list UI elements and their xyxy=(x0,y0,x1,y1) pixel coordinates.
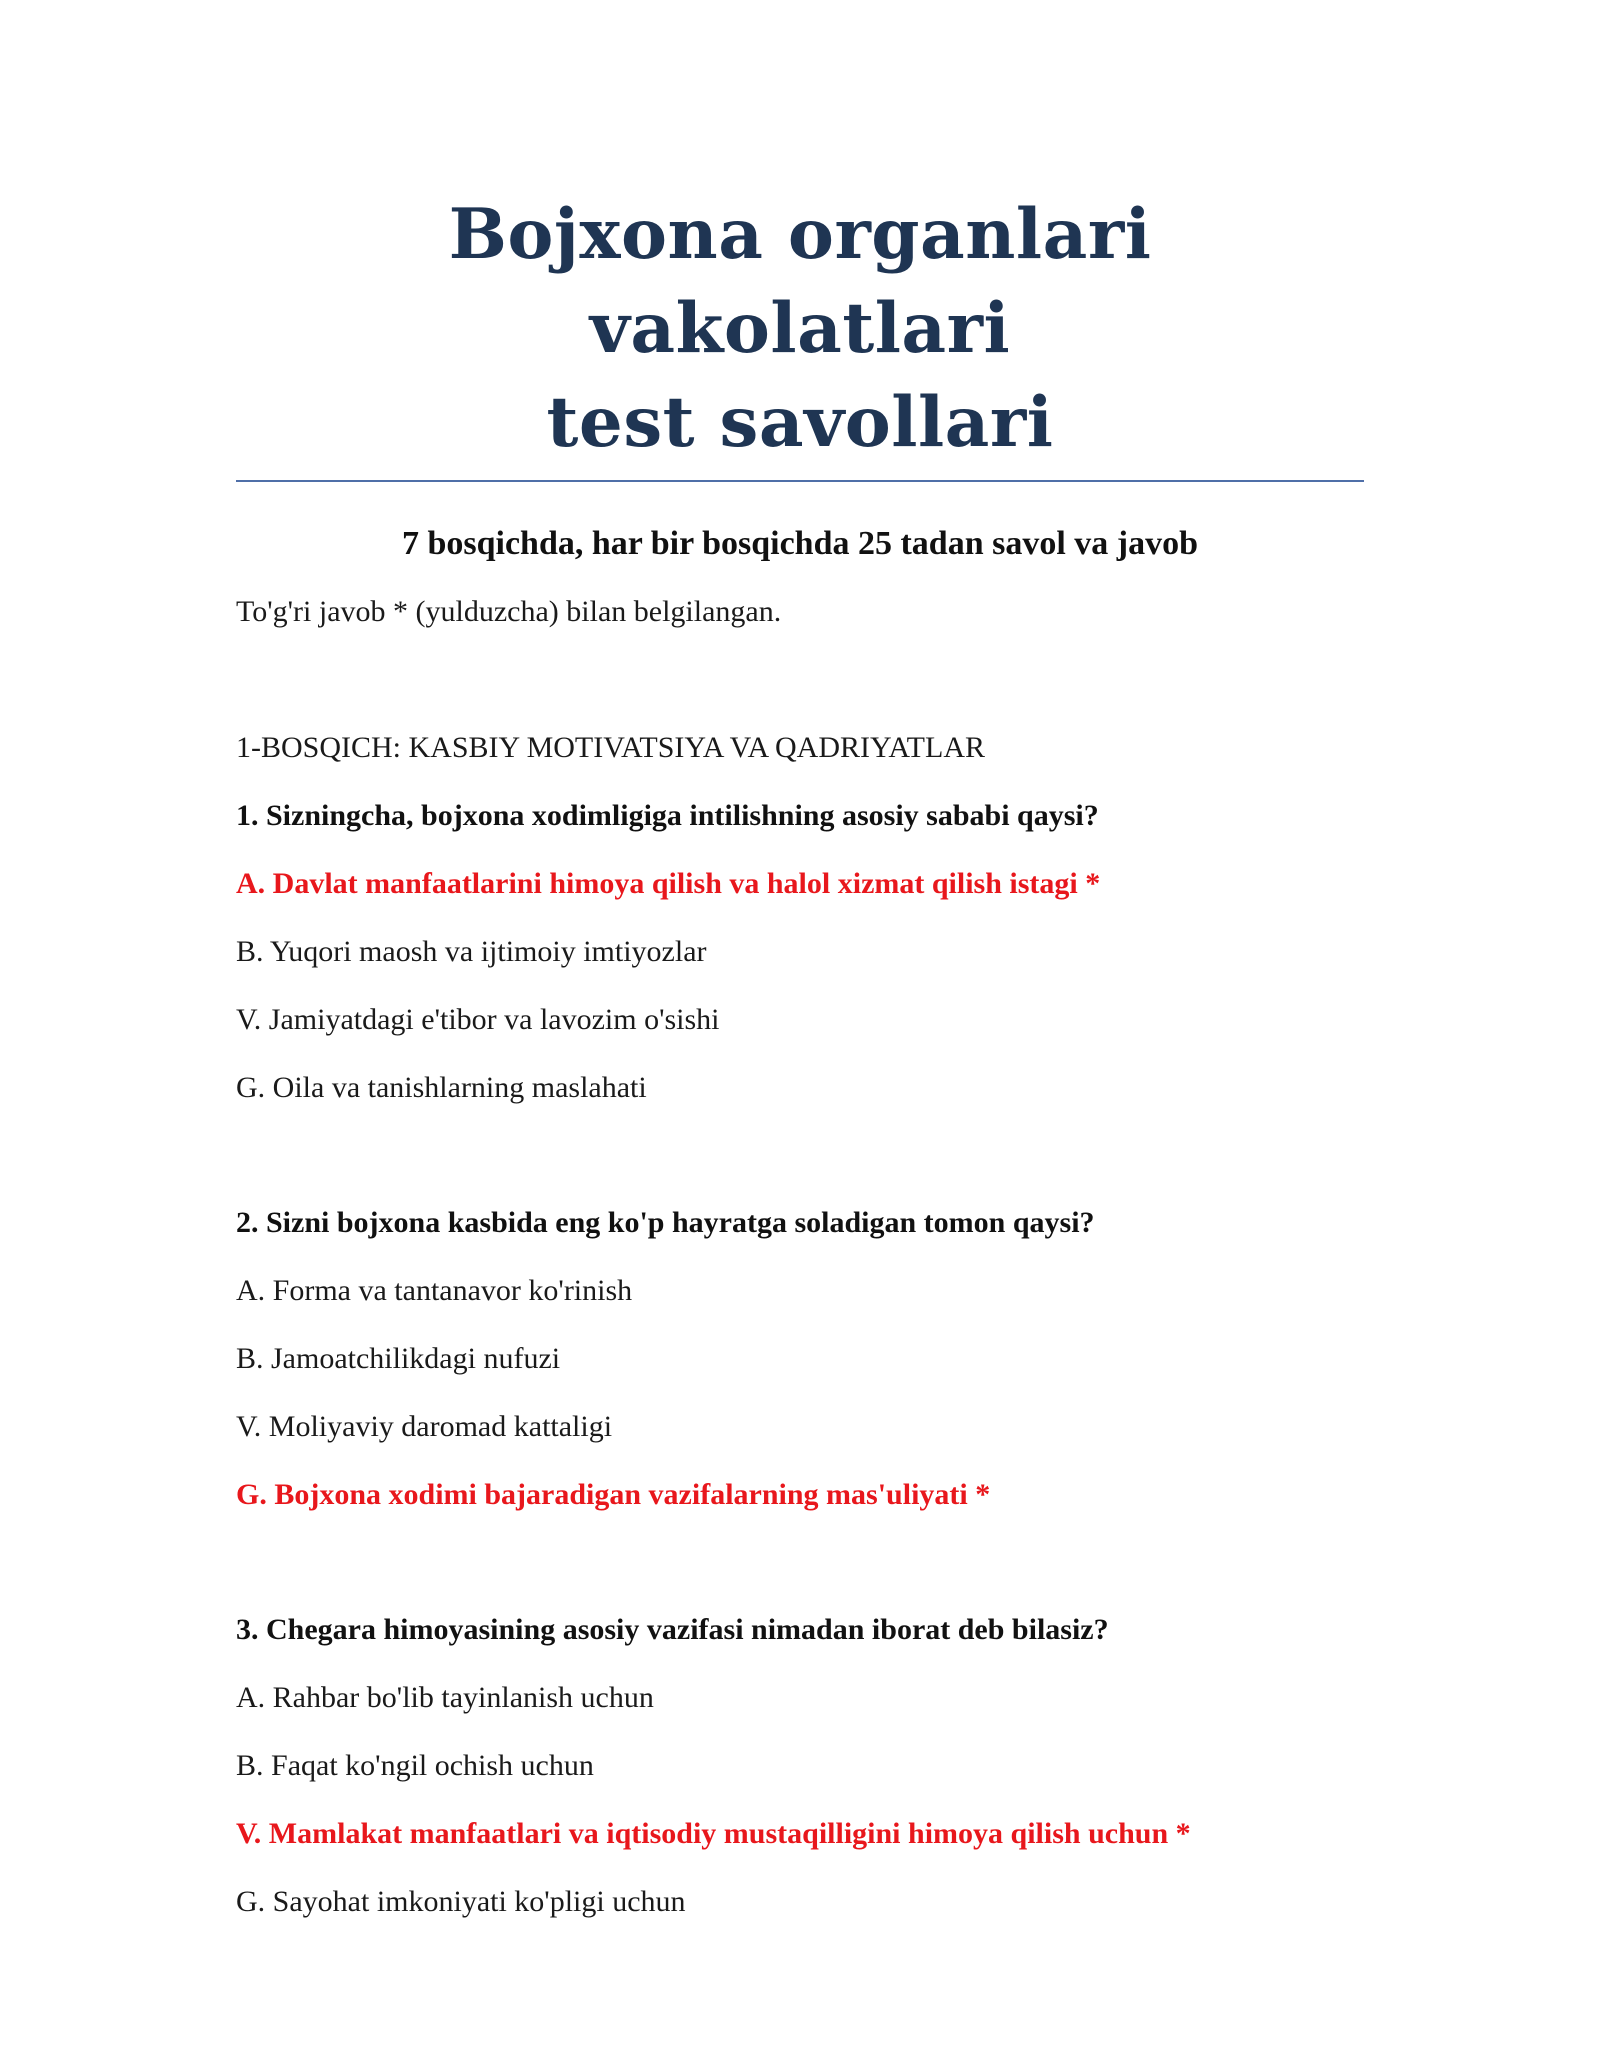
title-line-1: Bojxona organlari vakolatlari xyxy=(448,194,1152,369)
answer-option-correct: A. Davlat manfaatlarini himoya qilish va halol xizmat qilish istagi * xyxy=(236,867,1101,900)
answer-option: G. Sayohat imkoniyati ko'pligi uchun xyxy=(236,1885,686,1918)
answer-option: G. Oila va tanishlarning maslahati xyxy=(236,1071,647,1104)
answer-key-note: To'g'ri javob * (yulduzcha) bilan belgilangan. xyxy=(236,595,782,628)
question-spacer xyxy=(236,1515,1364,1582)
document-page xyxy=(236,188,1364,1922)
answer-option: V. Jamiyatdagi e'tibor va lavozim o'sishi xyxy=(236,1003,720,1036)
answer-option-correct: G. Bojxona xodimi bajaradigan vazifalarning mas'uliyati * xyxy=(236,1478,991,1511)
title-line-2: test savollari xyxy=(546,382,1054,463)
answer-option-correct: V. Mamlakat manfaatlari va iqtisodiy mustaqilligini himoya qilish uchun * xyxy=(236,1817,1191,1850)
answer-option: B. Faqat ko'ngil ochish uchun xyxy=(236,1749,594,1782)
document-title xyxy=(236,188,1364,470)
question-text: 1. Sizningcha, bojxona xodimligiga intilishning asosiy sababi qaysi? xyxy=(236,799,1099,832)
question-spacer xyxy=(236,1108,1364,1175)
stage-heading: 1-BOSQICH: KASBIY MOTIVATSIYA VA QADRIYATLAR xyxy=(236,731,985,764)
question-block xyxy=(236,1610,1364,1922)
question-block xyxy=(236,1203,1364,1515)
question-text: 2. Sizni bojxona kasbida eng ko'p hayratga soladigan tomon qaysi? xyxy=(236,1206,1095,1239)
answer-option: V. Moliyaviy daromad kattaligi xyxy=(236,1410,613,1443)
title-divider xyxy=(236,480,1364,482)
question-block xyxy=(236,796,1364,1108)
document-subtitle: 7 bosqichda, har bir bosqichda 25 tadan savol va javob xyxy=(401,525,1199,562)
answer-option: A. Forma va tantanavor ko'rinish xyxy=(236,1274,633,1307)
answer-option: B. Yuqori maosh va ijtimoiy imtiyozlar xyxy=(236,935,707,968)
answer-option: B. Jamoatchilikdagi nufuzi xyxy=(236,1342,561,1375)
answer-option: A. Rahbar bo'lib tayinlanish uchun xyxy=(236,1681,654,1714)
question-list xyxy=(236,796,1364,1922)
question-text: 3. Chegara himoyasining asosiy vazifasi nimadan iborat deb bilasiz? xyxy=(236,1613,1109,1646)
